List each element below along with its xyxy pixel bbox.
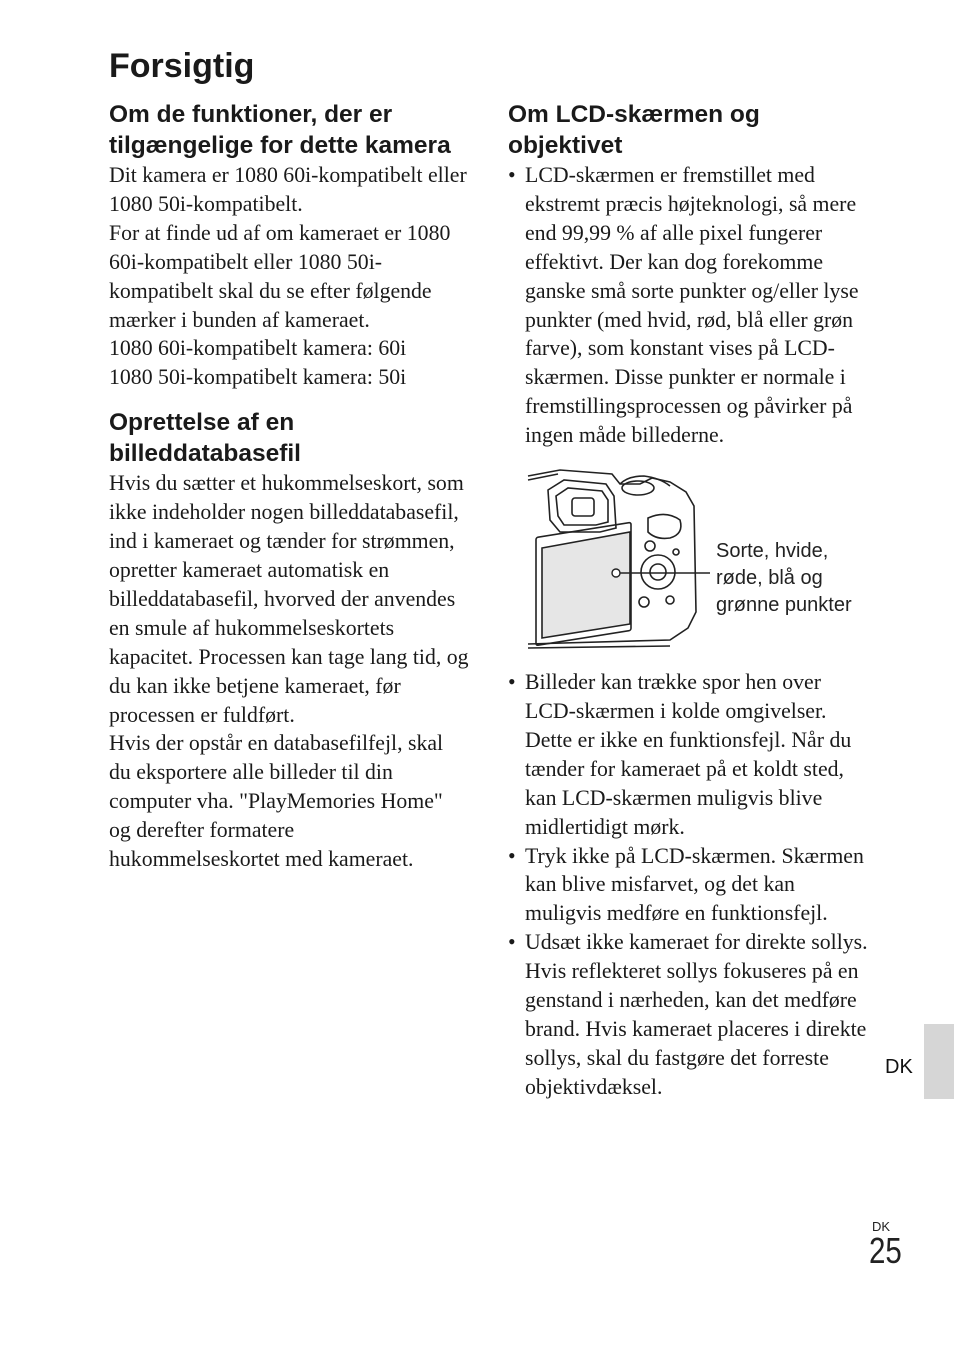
language-tab (924, 1024, 954, 1099)
list-item (508, 668, 868, 841)
bullet-list (508, 668, 868, 1102)
list-item-text: Tryk ikke på LCD-skærmen. Skærmen kan blive misfarvet, og det kan muligvis medføre en funktionsfejl. (525, 843, 864, 926)
footer-language: DK (872, 1219, 891, 1234)
bullet-list (508, 161, 868, 450)
bullet-icon: • (508, 670, 516, 695)
paragraph: Hvis du sætter et hukommelseskort, som ikke indeholder nogen billeddatabasefil, ind i kameraet og tænder for strømmen, opretter kameraet automatisk en billeddatabasefil, hvorved der anvendes en smule af hukommelseskortets kapacitet. Processen kan tage lang tid, og du kan ikke betjene kameraet, før processen er fuldført. (109, 471, 469, 727)
figure-callout: Sorte, hvide, røde, blå og grønne punkter (716, 540, 852, 617)
bullet-icon: • (508, 163, 516, 187)
camera-lcd-figure (508, 458, 868, 666)
bullet-icon: • (508, 930, 516, 955)
list-item (508, 842, 868, 929)
camera-back-illustration (520, 462, 710, 662)
paragraph: For at finde ud af om kameraet er 1080 60i-kompatibelt eller 1080 50i-kompatibelt skal du se efter følgende mærker i bunden af kameraet. (109, 220, 451, 332)
section-database (109, 408, 469, 874)
language-tab-label: DK (885, 1056, 913, 1078)
right-column (508, 100, 868, 1102)
bullet-icon: • (508, 843, 516, 868)
section-heading: Om de funktioner, der er tilgængelige for dette kamera (109, 101, 451, 159)
paragraph: 1080 60i-kompatibelt kamera: 60i (109, 336, 407, 361)
left-column (109, 100, 469, 890)
list-item (508, 161, 868, 450)
section-functions (109, 100, 469, 392)
section-heading: Om LCD-skærmen og objektivet (508, 101, 760, 159)
list-item-text: LCD-skærmen er fremstillet med ekstremt præcis højteknologi, så mere end 99,99 % af alle pixel fungerer effektivt. Der kan dog forekomme ganske små sorte punkter og/eller lyse punkter (med hvid, rød, blå eller grøn farve), som konstant vises på LCD-skærmen. Disse punkter er normale i fremstillingsprocessen og påvirker på ingen måde billederne. (525, 163, 859, 448)
paragraph: Hvis der opstår en databasefilfejl, skal du eksportere alle billeder til din computer vha. "PlayMemories Home" og derefter formatere hukommelseskortet med kameraet. (109, 731, 444, 872)
section-heading: Oprettelse af en billeddatabasefil (109, 409, 301, 467)
paragraph: 1080 50i-kompatibelt kamera: 50i (109, 365, 407, 390)
paragraph: Dit kamera er 1080 60i-kompatibelt eller 1080 50i-kompatibelt. (109, 163, 467, 216)
list-item-text: Udsæt ikke kameraet for direkte sollys. Hvis reflekteret sollys fokuseres på en genstand i nærheden, kan det medføre brand. Hvis kameraet placeres i direkte sollys, skal du fastgøre det forreste objektivdæksel. (525, 930, 868, 1099)
page-title: Forsigtig (109, 47, 255, 85)
page-number: 25 (869, 1230, 902, 1271)
list-item (508, 928, 868, 1101)
list-item-text: Billeder kan trække spor hen over LCD-skærmen i kolde omgivelser. Dette er ikke en funktionsfejl. Når du tænder for kameraet på et koldt sted, kan LCD-skærmen muligvis blive midlertidigt mørk. (525, 670, 852, 839)
